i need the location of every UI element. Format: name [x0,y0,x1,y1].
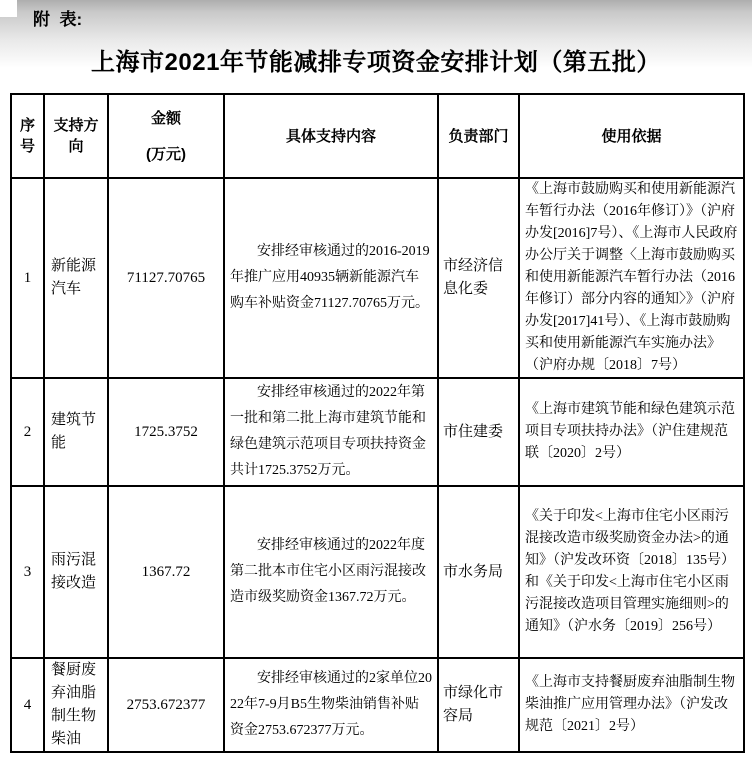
amount-cell: 1367.72 [108,486,224,658]
department-cell: 市经济信息化委 [438,178,519,378]
table-row [11,178,744,378]
support-content-cell: 安排经审核通过的2022年度第二批本市住宅小区雨污混接改造市级奖励资金1367.72万元。 [224,486,438,658]
col-header-department: 负责部门 [438,94,519,178]
col-header-content: 具体支持内容 [224,94,438,178]
support-content-cell: 安排经审核通过的2016-2019年推广应用40935辆新能源汽车购车补贴资金71127.70765万元。 [224,178,438,378]
department-cell: 市绿化市容局 [438,658,519,752]
support-direction-cell: 餐厨废弃油脂制生物柴油 [44,658,108,752]
support-content-cell: 安排经审核通过的2022年第一批和第二批上海市建筑节能和绿色建筑示范项目专项扶持资金共计1725.3752万元。 [224,378,438,486]
support-direction-cell: 雨污混接改造 [44,486,108,658]
amount-cell: 71127.70765 [108,178,224,378]
usage-basis-cell: 《上海市支持餐厨废弃油脂制生物柴油推广应用管理办法》（沪发改规范〔2021〕2号） [519,658,744,752]
row-index-cell: 3 [11,486,44,658]
usage-basis-cell: 《上海市鼓励购买和使用新能源汽车暂行办法（2016年修订）》（沪府办发[2016]7号）、《上海市人民政府办公厅关于调整〈上海市鼓励购买和使用新能源汽车暂行办法（2016年修订）部分内容的通知〉》（沪府办发[2017]41号）、《上海市鼓励购买和使用新能源汽车实施办法》（沪府办规〔2018〕7号） [519,178,744,378]
usage-basis-cell: 《上海市建筑节能和绿色建筑示范项目专项扶持办法》（沪住建规范联〔2020〕2号） [519,378,744,486]
funding-plan-table [10,93,745,753]
col-header-amount-line2: (万元) [146,145,186,163]
department-cell: 市住建委 [438,378,519,486]
department-cell: 市水务局 [438,486,519,658]
table-row [11,378,744,486]
page-title: 上海市2021年节能减排专项资金安排计划（第五批） [91,49,661,76]
usage-basis-cell: 《关于印发<上海市住宅小区雨污混接改造市级奖励资金办法>的通知》（沪发改环资〔2018〕135号）和《关于印发<上海市住宅小区雨污混接改造项目管理实施细则>的通知》（沪水务〔2019〕256号） [519,486,744,658]
col-header-no: 序号 [11,94,44,178]
support-direction-cell: 新能源汽车 [44,178,108,378]
row-index-cell: 1 [11,178,44,378]
row-index-cell: 2 [11,378,44,486]
col-header-direction: 支持方向 [44,94,108,178]
col-header-basis: 使用依据 [519,94,744,178]
amount-cell: 1725.3752 [108,378,224,486]
support-content-cell: 安排经审核通过的2家单位2022年7-9月B5生物柴油销售补贴资金2753.672377万元。 [224,658,438,752]
table-row [11,658,744,752]
corner-white-square [0,0,17,17]
support-direction-cell: 建筑节能 [44,378,108,486]
col-header-amount-line1: 金额 [150,109,181,127]
table-row [11,486,744,658]
table-header-row [11,94,744,178]
attachment-label: 附 表: [33,10,83,29]
row-index-cell: 4 [11,658,44,752]
col-header-amount [108,94,224,178]
amount-cell: 2753.672377 [108,658,224,752]
